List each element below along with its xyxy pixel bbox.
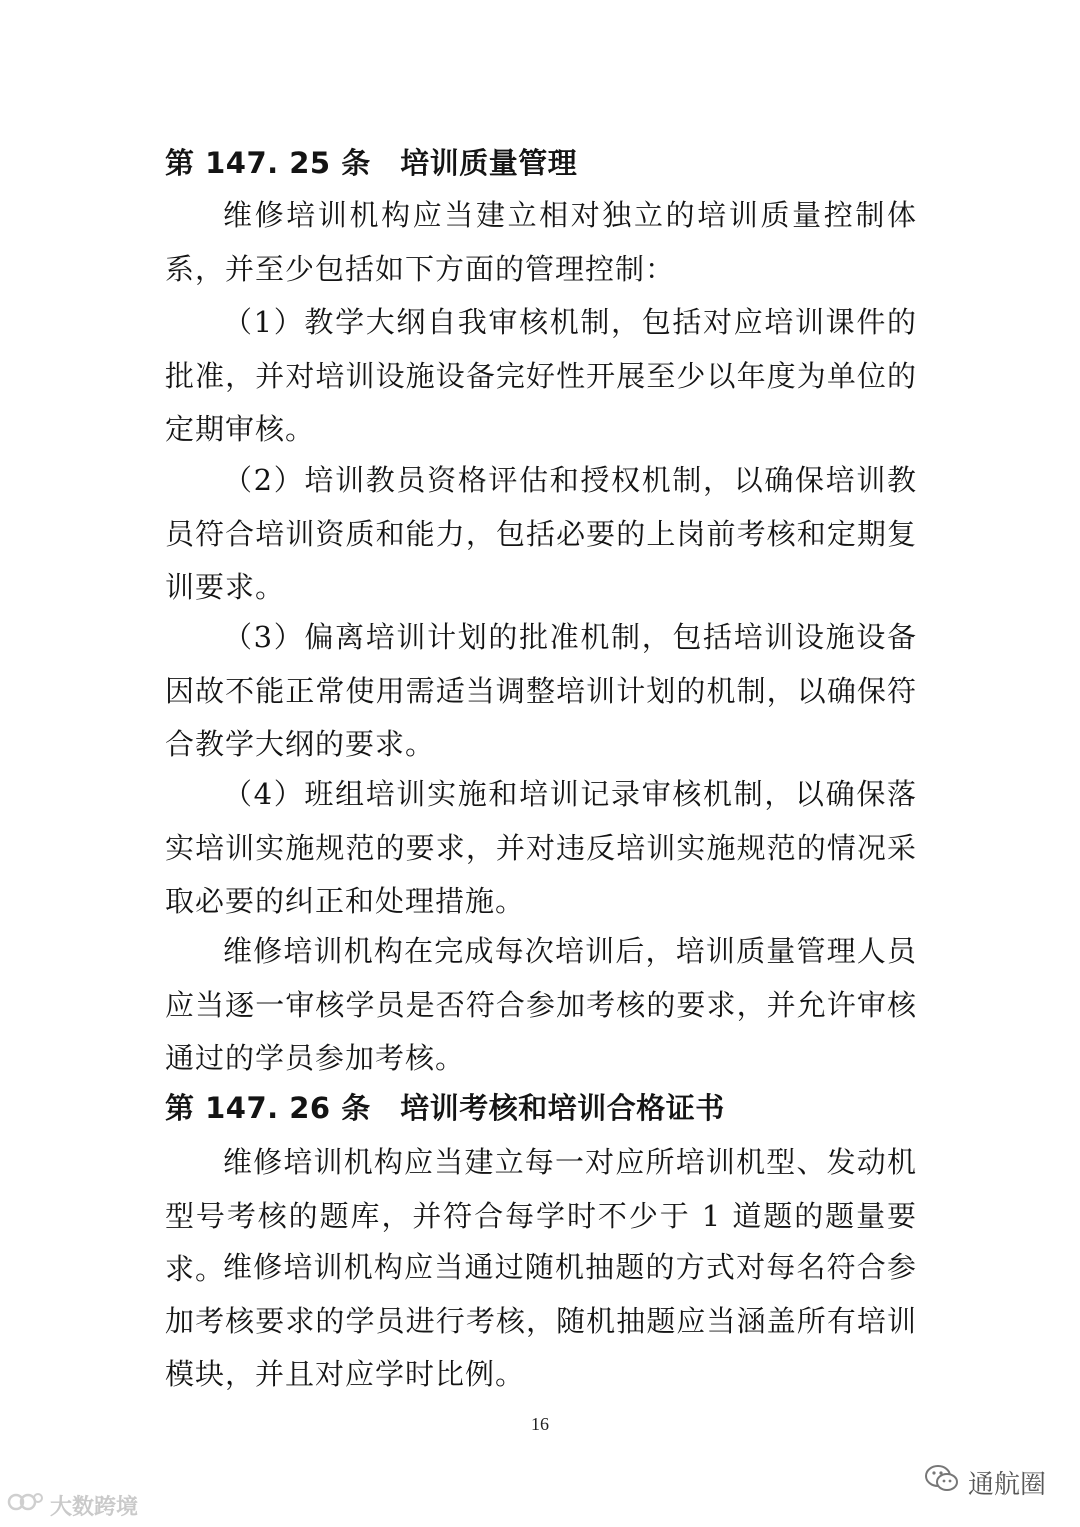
logo-icon: [6, 1490, 46, 1520]
watermark-left-text: 大数跨境: [50, 1494, 139, 1520]
page-number: 16: [531, 1414, 549, 1434]
watermark-right: [924, 1462, 1046, 1502]
article-26-paragraph-1: 维修培训机构应当建立每一对应所培训机型、发动机型号考核的题库，并符合每学时不少于 1 道题的题量要求。: [165, 1145, 917, 1286]
article-26-heading: 第 147. 26 条 培训考核和培训合格证书: [165, 1091, 725, 1125]
article-25-item-3: （3）偏离培训计划的批准机制，包括培训设施设备因故不能正常使用需适当调整培训计划的机制，以确保符合教学大纲的要求。: [165, 620, 917, 761]
article-25-paragraph-2: 维修培训机构在完成每次培训后，培训质量管理人员应当逐一审核学员是否符合参加考核的要求，并允许审核通过的学员参加考核。: [165, 934, 917, 1075]
article-25-item-4: （4）班组培训实施和培训记录审核机制，以确保落实培训实施规范的要求，并对违反培训实施规范的情况采取必要的纠正和处理措施。: [165, 777, 917, 918]
article-25-item-1: （1）教学大纲自我审核机制，包括对应培训课件的批准，并对培训设施设备完好性开展至少以年度为单位的定期审核。: [165, 305, 917, 446]
wechat-icon: [924, 1463, 960, 1502]
watermark-left: [6, 1492, 138, 1518]
article-26-paragraph-2: 维修培训机构应当通过随机抽题的方式对每名符合参加考核要求的学员进行考核，随机抽题应当涵盖所有培训模块，并且对应学时比例。: [165, 1250, 917, 1391]
article-25-heading: 第 147. 25 条 培训质量管理: [165, 146, 578, 180]
article-25-paragraph-1: 维修培训机构应当建立相对独立的培训质量控制体系，并至少包括如下方面的管理控制：: [165, 198, 917, 286]
watermark-right-text: 通航圈: [967, 1469, 1046, 1500]
article-25-item-2: （2）培训教员资格评估和授权机制，以确保培训教员符合培训资质和能力，包括必要的上岗前考核和定期复训要求。: [165, 463, 917, 604]
